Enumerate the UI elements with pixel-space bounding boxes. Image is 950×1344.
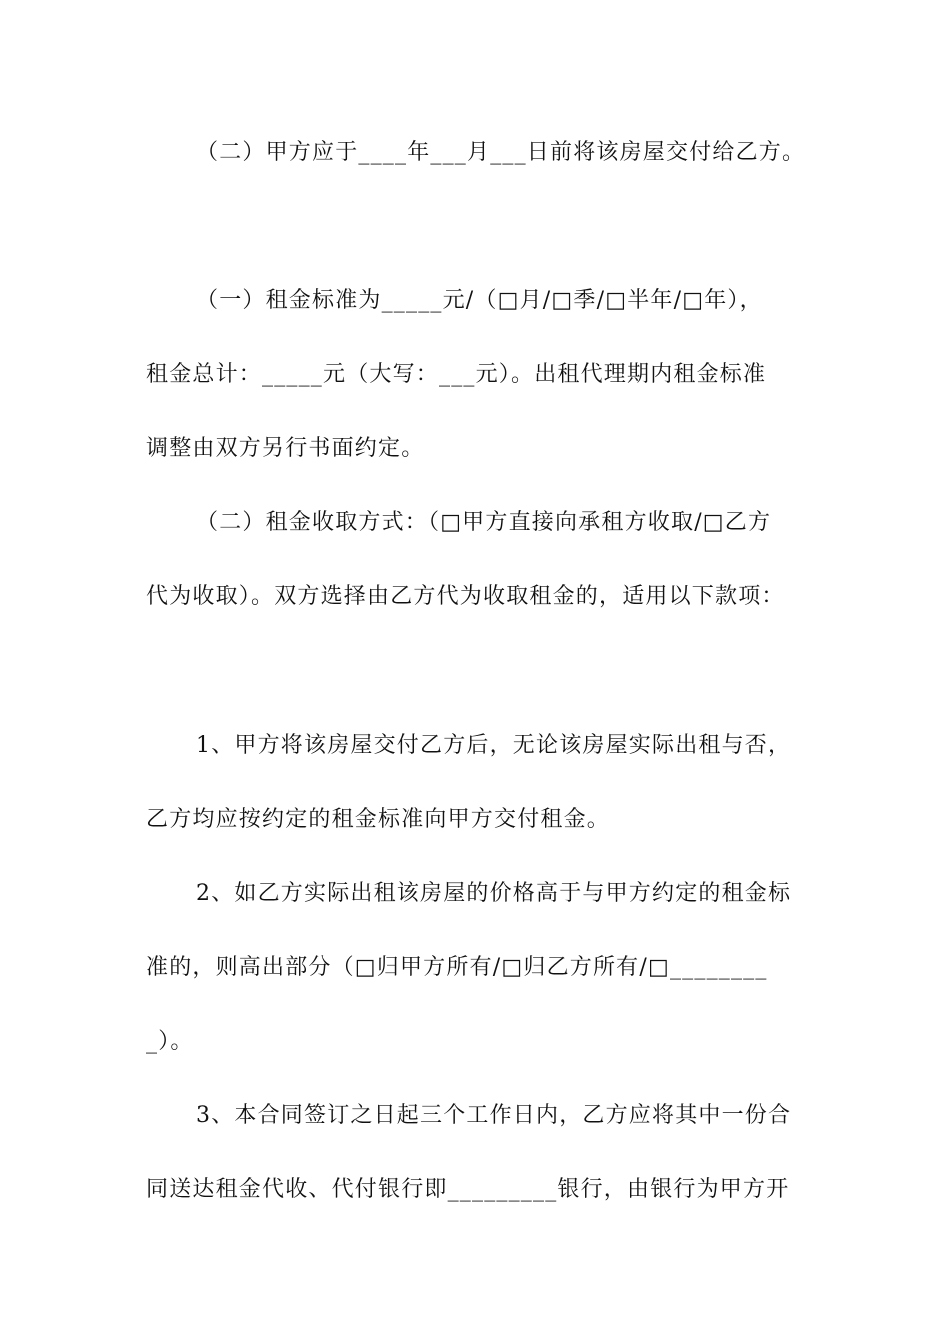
paragraph-rent-collection: （二）租金收取方式：（□甲方直接向承租方收取/□乙方 [196,510,772,535]
clause-3-cont: 同送达租金代收、代付银行即_________银行，由银行为甲方开 [146,1177,790,1202]
paragraph-rent-total: 租金总计：_____元（大写：___元）。出租代理期内租金标准 [146,362,767,387]
clause-2: 2、如乙方实际出租该房屋的价格高于与甲方约定的租金标 [196,881,792,906]
clause-1-cont: 乙方均应按约定的租金标准向甲方交付租金。 [146,807,611,832]
paragraph-delivery-date: （二）甲方应于____年___月___日前将该房屋交付给乙方。 [196,140,806,165]
paragraph-rent-collection-cont: 代为收取）。双方选择由乙方代为收取租金的，适用以下款项： [146,584,785,609]
clause-2-cont: 准的，则高出部分（□归甲方所有/□归乙方所有/□________ [146,955,768,980]
clause-1: 1、甲方将该房屋交付乙方后，无论该房屋实际出租与否， [196,733,792,758]
paragraph-rent-standard: （一）租金标准为_____元/（□月/□季/□半年/□年）， [196,288,763,313]
paragraph-rent-adjustment: 调整由双方另行书面约定。 [146,436,425,461]
clause-3: 3、本合同签订之日起三个工作日内，乙方应将其中一份合 [196,1103,792,1128]
clause-2-end: _）。 [146,1029,194,1054]
